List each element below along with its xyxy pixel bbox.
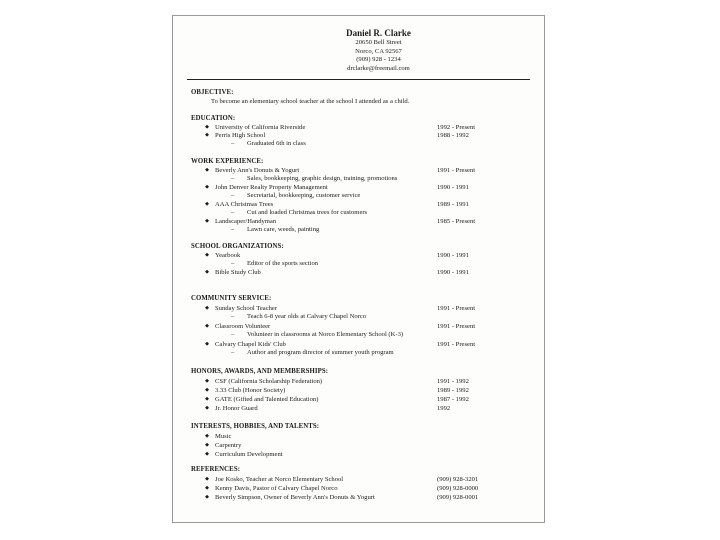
dash-icon: – bbox=[231, 209, 235, 216]
resume-header bbox=[173, 28, 544, 73]
header-divider bbox=[187, 79, 530, 80]
item-date: 1985 - Present bbox=[437, 218, 476, 225]
item-date: 1991 - 1992 bbox=[437, 378, 469, 385]
item-date: 1988 - 1992 bbox=[437, 132, 469, 139]
bullet-icon: ◆ bbox=[205, 270, 209, 275]
community-service-heading: COMMUNITY SERVICE: bbox=[191, 295, 272, 302]
item-text: Beverly Simpson, Owner of Beverly Ann's Donuts & Yogurt bbox=[215, 494, 375, 501]
bullet-icon: ◆ bbox=[205, 495, 209, 500]
list-item bbox=[191, 377, 534, 386]
item-text: Classroom Volunteer bbox=[215, 323, 271, 330]
dash-icon: – bbox=[231, 349, 235, 356]
phone-number: (909) 928 - 1234 bbox=[356, 56, 401, 64]
item-text: CSF (California Scholarship Federation) bbox=[215, 378, 323, 385]
item-text: Calvary Chapel Kids' Club bbox=[215, 341, 286, 348]
item-date: 1990 - 1991 bbox=[437, 252, 469, 259]
item-text: Landscaper/Handyman bbox=[215, 218, 277, 225]
objective-heading: OBJECTIVE: bbox=[191, 89, 234, 96]
bullet-icon: ◆ bbox=[205, 477, 209, 482]
sub-item bbox=[191, 312, 534, 321]
item-date: (909) 928-0001 bbox=[437, 494, 479, 501]
item-text: Sunday School Teacher bbox=[215, 305, 278, 312]
dash-icon: – bbox=[231, 140, 235, 147]
list-item bbox=[191, 432, 534, 441]
list-item bbox=[191, 493, 534, 502]
item-date: 1990 - 1991 bbox=[437, 184, 469, 191]
bullet-icon: ◆ bbox=[205, 406, 209, 411]
list-item bbox=[191, 484, 534, 493]
item-text: Bible Study Club bbox=[215, 269, 261, 276]
item-text: Joe Kosko, Teacher at Norco Elementary School bbox=[215, 476, 344, 483]
item-text: 3.33 Club (Honor Society) bbox=[215, 387, 286, 394]
sub-item bbox=[191, 330, 534, 339]
item-date: 1991 - Present bbox=[437, 341, 476, 348]
bullet-icon: ◆ bbox=[205, 388, 209, 393]
bullet-icon: ◆ bbox=[205, 202, 209, 207]
item-text: John Denver Realty Property Management bbox=[215, 184, 328, 191]
bullet-icon: ◆ bbox=[205, 219, 209, 224]
bullet-icon: ◆ bbox=[205, 452, 209, 457]
item-text: Carpentry bbox=[215, 442, 242, 449]
list-item bbox=[191, 450, 534, 459]
bullet-icon: ◆ bbox=[205, 342, 209, 347]
bullet-icon: ◆ bbox=[205, 443, 209, 448]
honors-heading: HONORS, AWARDS, AND MEMBERSHIPS: bbox=[191, 368, 329, 375]
applicant-name: Daniel R. Clarke bbox=[346, 28, 411, 38]
sub-item bbox=[191, 139, 534, 148]
bullet-icon: ◆ bbox=[205, 397, 209, 402]
sub-text: Editor of the sports section bbox=[247, 260, 319, 267]
item-date: 1992 - Present bbox=[437, 124, 476, 131]
education-heading: EDUCATION: bbox=[191, 115, 236, 122]
bullet-icon: ◆ bbox=[205, 306, 209, 311]
bullet-icon: ◆ bbox=[205, 125, 209, 130]
dash-icon: – bbox=[231, 226, 235, 233]
sub-text: Sales, bookkeeping, graphic design, training, promotions bbox=[247, 175, 398, 182]
sub-item bbox=[191, 348, 534, 357]
item-date: 1989 - 1992 bbox=[437, 387, 469, 394]
item-date: (909) 928-3201 bbox=[437, 476, 479, 483]
sub-text: Author and program director of summer youth program bbox=[247, 349, 394, 356]
item-text: Beverly Ann's Donuts & Yogurt bbox=[215, 167, 300, 174]
item-text: Curriculum Development bbox=[215, 451, 283, 458]
list-item bbox=[191, 386, 534, 395]
bullet-icon: ◆ bbox=[205, 133, 209, 138]
objective-text: To become an elementary school teacher at the school I attended as a child. bbox=[211, 98, 410, 105]
item-date: 1991 - Present bbox=[437, 305, 476, 312]
item-text: AAA Christmas Trees bbox=[215, 201, 274, 208]
sub-item bbox=[191, 174, 534, 183]
list-item bbox=[191, 441, 534, 450]
dash-icon: – bbox=[231, 192, 235, 199]
references-heading: REFERENCES: bbox=[191, 466, 241, 473]
bullet-icon: ◆ bbox=[205, 486, 209, 491]
bullet-icon: ◆ bbox=[205, 253, 209, 258]
item-date: 1992 bbox=[437, 405, 451, 412]
item-text: University of California Riverside bbox=[215, 124, 306, 131]
interests-heading: INTERESTS, HOBBIES, AND TALENTS: bbox=[191, 423, 320, 430]
sub-text: Cut and loaded Christmas trees for customers bbox=[247, 209, 368, 216]
bullet-icon: ◆ bbox=[205, 434, 209, 439]
street-address: 20650 Bell Street bbox=[355, 39, 402, 46]
dash-icon: – bbox=[231, 260, 235, 267]
item-date: (909) 928-0000 bbox=[437, 485, 479, 492]
sub-text: Volunteer in classrooms at Norco Elementary School (K-3) bbox=[247, 331, 404, 338]
list-item bbox=[191, 475, 534, 484]
resume-page bbox=[172, 15, 545, 523]
sub-item bbox=[191, 208, 534, 217]
sub-item bbox=[191, 225, 534, 234]
sub-item bbox=[191, 259, 534, 268]
item-text: Kenny Davis, Pastor of Calvary Chapel Norco bbox=[215, 485, 338, 492]
bullet-icon: ◆ bbox=[205, 168, 209, 173]
list-item bbox=[191, 268, 534, 277]
objective-row bbox=[191, 97, 534, 106]
sub-item bbox=[191, 191, 534, 200]
work-experience-heading: WORK EXPERIENCE: bbox=[191, 158, 264, 165]
bullet-icon: ◆ bbox=[205, 379, 209, 384]
email-address: drclarke@freemail.com bbox=[347, 64, 410, 72]
item-date: 1990 - 1991 bbox=[437, 269, 469, 276]
item-text: Yearbook bbox=[215, 252, 241, 259]
item-text: Music bbox=[215, 433, 232, 440]
dash-icon: – bbox=[231, 331, 235, 338]
dash-icon: – bbox=[231, 175, 235, 182]
city-state-zip: Norco, CA 92567 bbox=[355, 47, 402, 55]
sub-text: Lawn care, weeds, painting bbox=[247, 226, 320, 233]
item-date: 1991 - Present bbox=[437, 323, 476, 330]
item-text: GATE (Gifted and Talented Education) bbox=[215, 396, 319, 403]
school-organizations-heading: SCHOOL ORGANIZATIONS: bbox=[191, 243, 284, 250]
item-date: 1991 - Present bbox=[437, 167, 476, 174]
item-date: 1989 - 1991 bbox=[437, 201, 469, 208]
item-date: 1987 - 1992 bbox=[437, 396, 469, 403]
item-text: Perris High School bbox=[215, 132, 266, 139]
bullet-icon: ◆ bbox=[205, 185, 209, 190]
sub-text: Secretarial, bookkeeping, customer service bbox=[247, 192, 361, 199]
bullet-icon: ◆ bbox=[205, 324, 209, 329]
list-item bbox=[191, 395, 534, 404]
dash-icon: – bbox=[231, 313, 235, 320]
item-text: Jr. Honor Guard bbox=[215, 405, 258, 412]
list-item bbox=[191, 404, 534, 413]
sub-text: Teach 6-8 year olds at Calvary Chapel Norco bbox=[247, 313, 367, 320]
sub-text: Graduated 6th in class bbox=[247, 140, 306, 147]
